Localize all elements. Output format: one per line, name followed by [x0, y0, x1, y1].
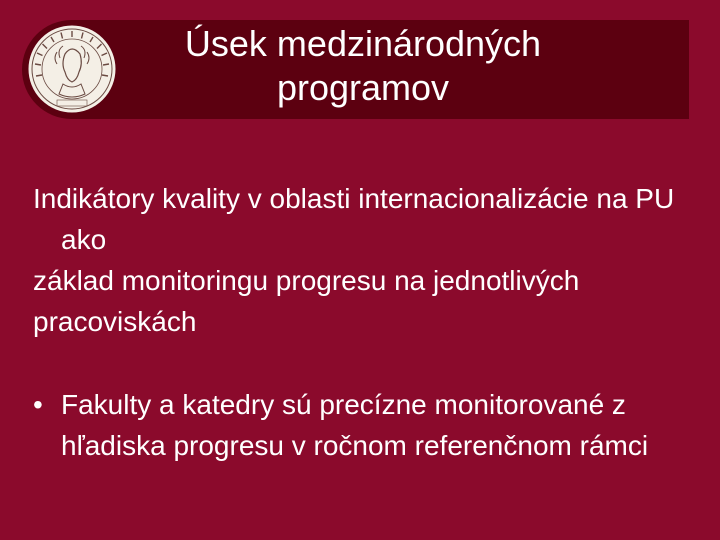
body-paragraph-2: základ monitoringu progresu na jednotlivých [33, 265, 580, 296]
page-title [118, 20, 608, 110]
slide-body [33, 178, 693, 466]
body-paragraph-1: Indikátory kvality v oblasti internacionalizácie na PU ako [33, 183, 675, 255]
body-paragraph-3: pracoviskách [33, 306, 197, 337]
bullet-marker: • [33, 389, 43, 420]
title-line-1: Úsek medzinárodných [184, 23, 542, 64]
title-line-2: programov [276, 67, 450, 108]
university-seal-logo [27, 24, 117, 114]
spacer [33, 342, 693, 384]
bullet-text: Fakulty a katedry sú precízne monitorované z hľadiska progresu v ročnom referenčnom rámci [61, 389, 649, 461]
bullet-item [33, 384, 693, 466]
